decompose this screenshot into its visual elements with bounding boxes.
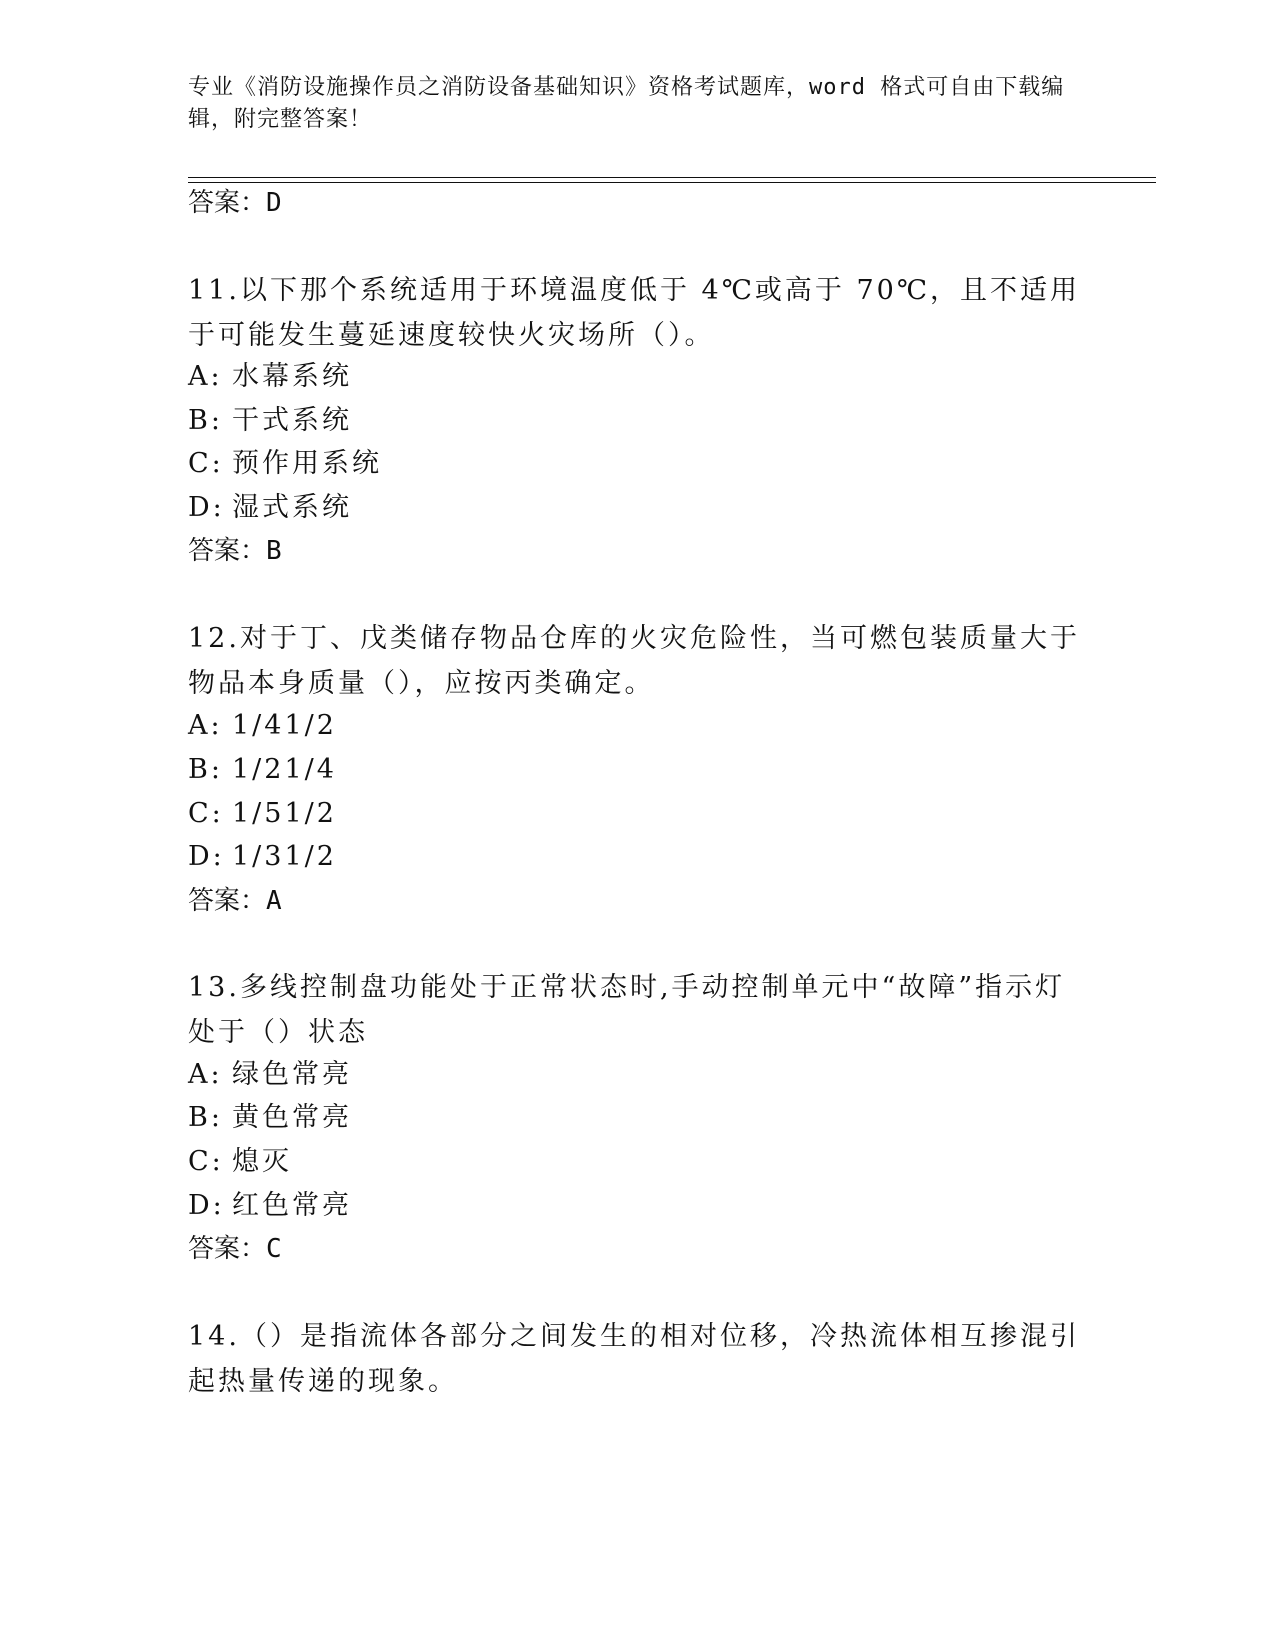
question-stem: 11.以下那个系统适用于环境温度低于 4℃或高于 70℃，且不适用于可能发生蔓延速度较快火灾场所（）。 (188, 275, 1081, 351)
question-stem: 12.对于丁、戊类储存物品仓库的火灾危险性，当可燃包装质量大于物品本身质量（），应按丙类确定。 (188, 623, 1080, 699)
option-text: 湿式系统 (232, 492, 352, 523)
option-letter: C: (188, 798, 224, 829)
option-letter: B: (188, 405, 223, 436)
option-a (188, 1058, 352, 1092)
option-b (188, 1101, 352, 1135)
option-text: 熄灭 (232, 1146, 292, 1177)
answer-label: 答案：B (188, 536, 282, 566)
option-text: 黄色常亮 (232, 1102, 352, 1133)
option-b (188, 753, 337, 787)
answer-label: 答案：D (188, 188, 282, 218)
document-header: 专业《消防设施操作员之消防设备基础知识》资格考试题库，word 格式可自由下载编辑，附完整答案！ (188, 75, 1065, 132)
option-d (188, 491, 352, 525)
option-text: 预作用系统 (232, 448, 382, 479)
answer-label: 答案：A (188, 886, 282, 916)
option-letter: D: (188, 841, 225, 872)
question-stem: 13.多线控制盘功能处于正常状态时,手动控制单元中“故障”指示灯处于（）状态 (188, 972, 1066, 1048)
option-letter: A: (188, 1059, 223, 1090)
option-text: 1/21/4 (232, 754, 337, 785)
option-text: 绿色常亮 (232, 1059, 352, 1090)
question-stem: 14.（）是指流体各部分之间发生的相对位移，冷热流体相互掺混引起热量传递的现象。 (188, 1321, 1080, 1397)
header-rule-top (188, 177, 1156, 178)
answer-label: 答案：C (188, 1234, 282, 1264)
option-letter: C: (188, 1146, 224, 1177)
option-letter: C: (188, 448, 224, 479)
option-d (188, 840, 337, 874)
option-c (188, 447, 382, 481)
option-text: 水幕系统 (232, 361, 352, 392)
option-text: 干式系统 (232, 405, 352, 436)
option-a (188, 360, 352, 394)
option-letter: D: (188, 1190, 225, 1221)
option-c (188, 797, 337, 831)
option-a (188, 709, 337, 743)
option-text: 1/41/2 (232, 710, 337, 741)
option-letter: A: (188, 710, 223, 741)
option-letter: B: (188, 1102, 223, 1133)
option-c (188, 1145, 292, 1179)
option-letter: D: (188, 492, 225, 523)
option-b (188, 404, 352, 438)
option-text: 1/51/2 (232, 798, 337, 829)
option-d (188, 1189, 352, 1223)
option-text: 红色常亮 (232, 1190, 352, 1221)
option-letter: A: (188, 361, 223, 392)
option-text: 1/31/2 (232, 841, 337, 872)
option-letter: B: (188, 754, 223, 785)
header-rule-bottom (188, 182, 1156, 183)
